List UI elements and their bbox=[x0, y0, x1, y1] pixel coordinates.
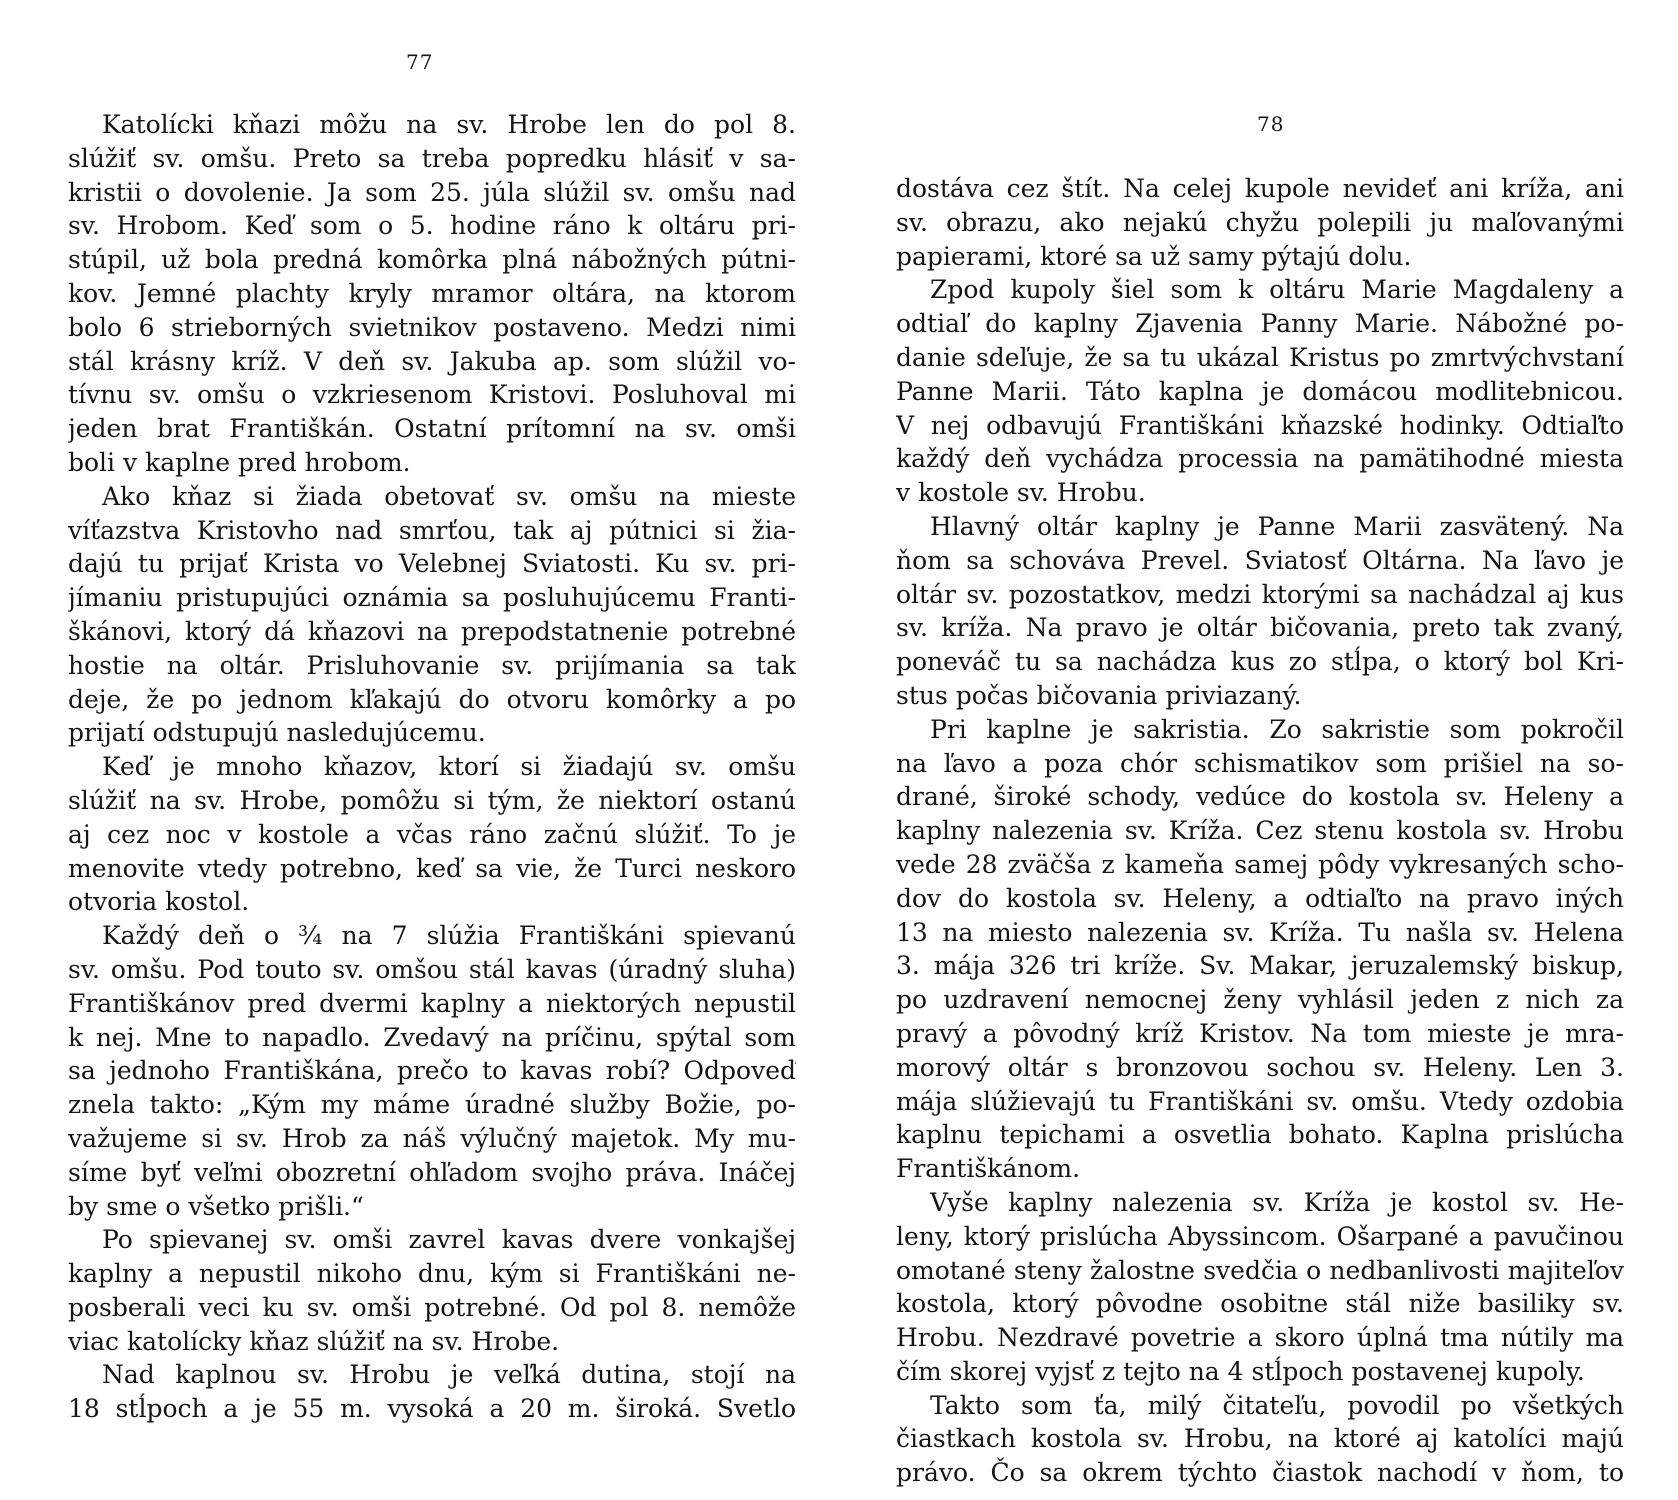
text-line: Františkánom. bbox=[896, 1154, 1081, 1184]
text-line: viac katolícky kňaz slúžiť na sv. Hrobe. bbox=[68, 1326, 560, 1356]
page-text bbox=[896, 172, 1624, 1490]
page-text bbox=[68, 108, 796, 1426]
text-line: aj cez noc v kostole a včas ráno začnú slúžiť. To je bbox=[68, 819, 796, 849]
text-line: 13 na miesto nalezenia sv. Kríža. Tu našla sv. Helena bbox=[896, 917, 1624, 947]
text-line: kaplny a nepustil nikoho dnu, kým si Františkáni ne- bbox=[68, 1259, 796, 1289]
text-line: každý deň vychádza processia na pamätihodné miesta bbox=[896, 444, 1624, 474]
text-line: kov. Jemné plachty kryly mramor oltára, na ktorom bbox=[68, 278, 796, 308]
text-line: na ľavo a poza chór schismatikov som prišiel na so- bbox=[896, 748, 1624, 778]
text-line: morový oltár s bronzovou sochou sv. Heleny. Len 3. bbox=[896, 1052, 1624, 1082]
text-line: vede 28 zväčša z kameňa samej pôdy vykresaných scho- bbox=[896, 849, 1624, 879]
right-page bbox=[839, 0, 1678, 1500]
text-line: víťazstva Kristovho nad smrťou, tak aj pútnici si žia- bbox=[68, 515, 796, 545]
text-line: Františkánov pred dvermi kaplny a niektorých nepustil bbox=[68, 988, 796, 1018]
text-line: Ako kňaz si žiada obetovať sv. omšu na mieste bbox=[102, 481, 796, 511]
text-line: čiastkach kostola sv. Hrobu, na ktoré aj katolíci majú bbox=[896, 1424, 1624, 1454]
text-line: čím skorej vyjsť z tejto na 4 stĺpoch postavenej kupoly. bbox=[896, 1356, 1585, 1386]
text-line: poneváč tu sa nachádza kus zo stĺpa, o ktorý bol Kri- bbox=[896, 647, 1624, 677]
text-line: tívnu sv. omšu o vzkriesenom Kristovi. Posluhoval mi bbox=[68, 380, 796, 410]
text-line: sv. Hrobom. Keď som o 5. hodine ráno k oltáru pri- bbox=[68, 211, 796, 241]
text-line: stus počas bičovania priviazaný. bbox=[896, 680, 1302, 710]
text-line: boli v kaplne pred hrobom. bbox=[68, 447, 411, 477]
text-line: drané, široké schody, vedúce do kostola sv. Heleny a bbox=[896, 782, 1624, 812]
text-line: znela takto: „Kým my máme úradné služby Božie, po- bbox=[68, 1090, 796, 1120]
text-line: škánovi, ktorý dá kňazovi na prepodstatnenie potrebné bbox=[68, 616, 796, 646]
text-line: Pri kaplne je sakristia. Zo sakristie som pokročil bbox=[930, 714, 1624, 744]
text-line: sa jednoho Františkána, prečo to kavas robí? Odpoveď bbox=[68, 1056, 796, 1086]
text-line: otvoria kostol. bbox=[68, 887, 250, 917]
text-line: ňom sa schováva Prevel. Sviatosť Oltárna. Na ľavo je bbox=[896, 545, 1624, 575]
text-line: omotané steny žalostne svedčia o nedbanlivosti majiteľov bbox=[896, 1255, 1624, 1285]
text-line: Vyše kaplny nalezenia sv. Kríža je kostol sv. He- bbox=[930, 1187, 1624, 1217]
text-line: dostáva cez štít. Na celej kupole nevideť ani kríža, ani bbox=[896, 174, 1624, 203]
text-line: stúpil, už bola predná komôrka plná nábožných pútni- bbox=[68, 245, 796, 275]
text-line: po uzdravení nemocnej ženy vyhlásil jeden z nich za bbox=[896, 985, 1624, 1015]
text-line: Takto som ťa, milý čitateľu, povodil po všetkých bbox=[930, 1390, 1624, 1420]
text-line: by sme o všetko prišli.“ bbox=[68, 1191, 364, 1221]
text-line: 18 stĺpoch a je 55 m. vysoká a 20 m. široká. Svetlo bbox=[68, 1394, 796, 1424]
text-line: Keď je mnoho kňazov, ktorí si žiadajú sv. omšu bbox=[102, 752, 796, 782]
text-line: odtiaľ do kaplny Zjavenia Panny Marie. Nábožné po- bbox=[896, 309, 1624, 339]
text-line: Panne Marii. Táto kaplna je domácou modlitebnicou. bbox=[896, 376, 1624, 406]
text-line: síme byť veľmi obozretní ohľadom svojho práva. Ináčej bbox=[68, 1157, 796, 1187]
text-line: sv. kríža. Na pravo je oltár bičovania, preto tak zvaný, bbox=[896, 613, 1624, 643]
text-line: Katolícki kňazi môžu na sv. Hrobe len do pol 8. bbox=[102, 110, 796, 139]
text-line: kaplnu tepichami a osvetlia bohato. Kaplna prislúcha bbox=[896, 1120, 1624, 1150]
text-line: jímaniu pristupujúci oznámia sa posluhujúcemu Franti- bbox=[68, 583, 796, 613]
text-line: Nad kaplnou sv. Hrobu je veľká dutina, stojí na bbox=[102, 1360, 796, 1390]
text-line: v kostole sv. Hrobu. bbox=[896, 478, 1146, 508]
text-line: Hrobu. Nezdravé povetrie a skoro úplná tma nútily ma bbox=[896, 1323, 1624, 1353]
text-line: právo. Čo sa okrem týchto čiastok nachodí v ňom, to bbox=[896, 1458, 1624, 1488]
text-line: prijatí odstupujú nasledujúcemu. bbox=[68, 718, 486, 748]
text-line: menovite vtedy potrebno, keď sa vie, že Turci neskoro bbox=[68, 853, 796, 883]
text-line: 3. mája 326 tri kríže. Sv. Makar, jeruzalemský biskup, bbox=[896, 951, 1624, 981]
text-line: Po spievanej sv. omši zavrel kavas dvere vonkajšej bbox=[102, 1225, 796, 1255]
text-line: oltár sv. pozostatkov, medzi ktorými sa nachádzal aj kus bbox=[896, 579, 1624, 609]
text-line: jeden brat Františkán. Ostatní prítomní na sv. omši bbox=[68, 414, 796, 444]
text-line: Každý deň o ¾ na 7 slúžia Františkáni spievanú bbox=[102, 921, 796, 951]
text-line: stál krásny kríž. V deň sv. Jakuba ap. som slúžil vo- bbox=[68, 346, 796, 376]
text-line: hostie na oltár. Prisluhovanie sv. prijímania sa tak bbox=[68, 650, 796, 680]
page-number: 78 bbox=[1257, 112, 1285, 136]
text-line: danie sdeľuje, že sa tu ukázal Kristus po zmrtvýchvstaní bbox=[896, 342, 1624, 372]
text-line: dov do kostola sv. Heleny, a odtiaľto na pravo iných bbox=[896, 883, 1624, 913]
text-line: bolo 6 strieborných svietnikov postaveno. Medzi nimi bbox=[68, 312, 796, 342]
text-line: leny, ktorý prislúcha Abyssincom. Ošarpané a pavučinou bbox=[896, 1221, 1624, 1251]
text-line: slúžiť na sv. Hrobe, pomôžu si tým, že niektorí ostanú bbox=[68, 785, 796, 815]
text-line: deje, že po jednom kľakajú do otvoru komôrky a po bbox=[68, 684, 796, 714]
text-line: pravý a pôvodný kríž Kristov. Na tom mieste je mra- bbox=[896, 1018, 1624, 1048]
text-line: važujeme si sv. Hrob za náš výlučný majetok. My mu- bbox=[68, 1123, 796, 1153]
text-line: kostola, ktorý pôvodne osobitne stál niže basiliky sv. bbox=[896, 1289, 1624, 1319]
text-line: Zpod kupoly šiel som k oltáru Marie Magdaleny a bbox=[930, 275, 1624, 305]
text-line: papierami, ktoré sa už samy pýtajú dolu. bbox=[896, 241, 1412, 271]
text-line: kristii o dovolenie. Ja som 25. júla slúžil sv. omšu nad bbox=[68, 177, 796, 207]
text-line: sv. obrazu, ako nejakú chyžu polepili ju maľovanými bbox=[896, 207, 1624, 237]
text-line: dajú tu prijať Krista vo Velebnej Sviatosti. Ku sv. pri- bbox=[68, 549, 796, 579]
page-number: 77 bbox=[406, 50, 434, 74]
text-line: k nej. Mne to napadlo. Zvedavý na príčinu, spýtal som bbox=[68, 1022, 796, 1052]
text-line: sv. omšu. Pod touto sv. omšou stál kavas (úradný sluha) bbox=[68, 954, 796, 984]
text-line: slúžiť sv. omšu. Preto sa treba popredku hlásiť v sa- bbox=[68, 143, 796, 173]
text-line: posberali veci ku sv. omši potrebné. Od pol 8. nemôže bbox=[68, 1292, 796, 1322]
text-line: kaplny nalezenia sv. Kríža. Cez stenu kostola sv. Hrobu bbox=[896, 816, 1624, 846]
text-line: V nej odbavujú Františkáni kňazské hodinky. Odtiaľto bbox=[896, 410, 1624, 440]
text-line: mája slúžievajú tu Františkáni sv. omšu. Vtedy ozdobia bbox=[896, 1086, 1624, 1116]
text-line: Hlavný oltár kaplny je Panne Marii zasvätený. Na bbox=[930, 511, 1624, 541]
